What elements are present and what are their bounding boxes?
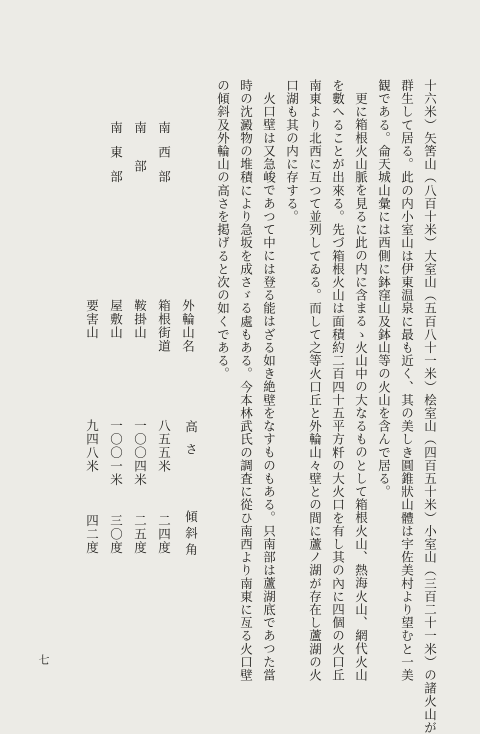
slope-cell: 二五度: [132, 514, 148, 555]
text-line: 更に箱根火山脈を見るに此の内に含まるゝ火山中の大なるものとして箱根火山、熱海火山、網代火山: [353, 92, 369, 682]
header-mountain-name: 外輪山名: [180, 299, 196, 353]
slope-cell: 三〇度: [108, 514, 124, 555]
text-line: 時の沈澱物の堆積により急坂を成さゞる處もある。今本林武氏の調査に從ひ南西より南東に亙る火口壁: [238, 79, 254, 682]
height-cell: 九四八米: [84, 419, 100, 473]
mountain-cell: 箱根街道: [156, 299, 172, 353]
header-slope: 傾斜角: [183, 510, 199, 560]
direction-cell: 南部: [132, 121, 148, 198]
height-cell: 八五五米: [156, 419, 172, 473]
mountain-cell: 要害山: [84, 299, 100, 340]
text-line: の傾斜及外輪山の高さを掲げると次の如くである。: [215, 79, 231, 381]
text-line: 火口壁は又急峻であつて中には登る能はざる如き絶壁をなすものもある。只南部は蘆湖底であつた當: [261, 92, 277, 682]
text-line: 南東より北西に互つて並列してゐる。而して之等火口丘と外輪山々壁との間に蘆ノ湖が存在し蘆湖の火: [307, 79, 323, 682]
slope-cell: 四二度: [84, 514, 100, 555]
text-line: を數へることが出來る。先づ箱根火山は面積約二百四十五平方粁の大火口を有し其の內に四個の火口丘: [330, 79, 346, 682]
direction-cell: 南東部: [108, 121, 124, 195]
header-height: 高さ: [183, 420, 199, 465]
height-cell: 一〇〇四米: [132, 419, 148, 487]
height-cell: 一〇〇一米: [108, 419, 124, 487]
text-line: 口湖も其の内に存する。: [284, 79, 300, 224]
mountain-cell: 鞍掛山: [132, 299, 148, 340]
text-line: 群生して居る。此の内小室山は伊東温泉に最も近く、其の美しき圓錐狀山體は宇佐美村より望むと一美: [399, 79, 415, 682]
mountain-cell: 屋敷山: [108, 299, 124, 340]
text-line: 十六米）矢筈山（八百十米）大室山（五百八十一米）桧室山（四百五十米）小室山（三百二十一米）の諸火山が: [422, 79, 438, 734]
page-number: 七: [37, 654, 50, 665]
text-line: 観である。侖天城山彙には西側に鉢窪山及鉢山等の火山を含んで居る。: [376, 79, 392, 499]
slope-cell: 二四度: [156, 514, 172, 555]
direction-cell: 南西部: [156, 121, 172, 195]
